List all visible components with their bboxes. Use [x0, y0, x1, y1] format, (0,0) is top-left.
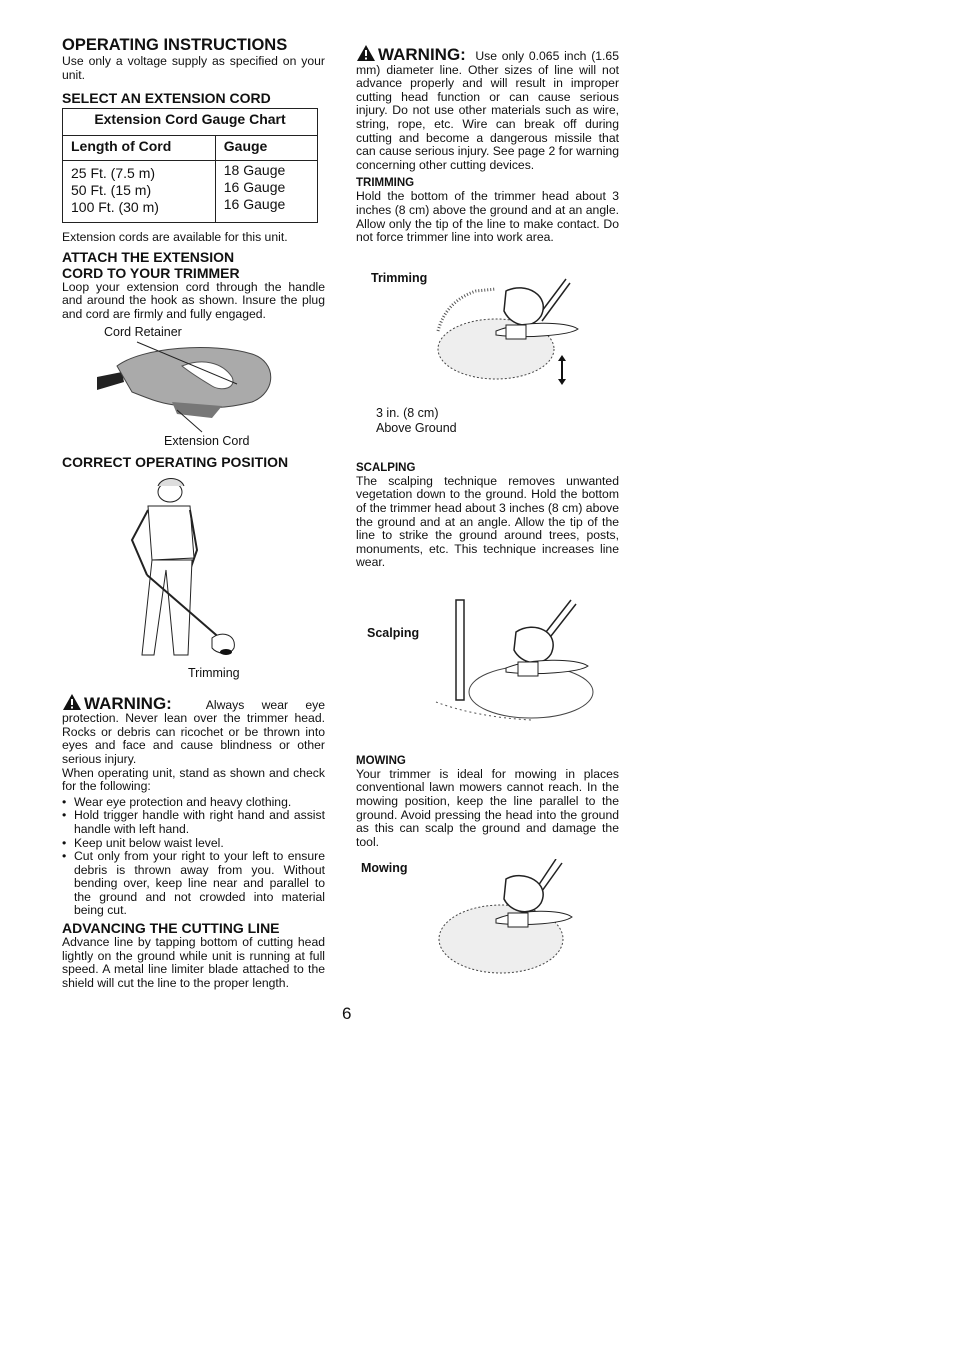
cord-retainer-label: Cord Retainer — [104, 324, 182, 339]
gauge-value: 18 Gauge — [223, 162, 286, 179]
trimming-text: Hold the bottom of the trimmer head about 3 inches (8 cm) above the ground and at an angle. Allow only the tip of the line to make contact. Do not force trimmer line into work area. — [356, 189, 619, 245]
mowing-illustration — [356, 859, 619, 1009]
mowing-figure-label: Mowing — [361, 861, 408, 876]
handle-illustration — [62, 322, 325, 452]
position-heading: CORRECT OPERATING POSITION — [62, 453, 289, 470]
right-column — [356, 44, 619, 1009]
line-warning — [356, 44, 619, 172]
gauges-cell — [215, 161, 317, 223]
ext-available-text: Extension cords are available for this unit. — [62, 230, 288, 245]
page-heading: OPERATING INSTRUCTIONS — [62, 36, 288, 54]
scalping-figure-label: Scalping — [367, 625, 420, 640]
scalping-text: The scalping technique removes unwanted vegetation down to the ground. Hold the bottom of the trimmer head about 3 inches (8 cm) above the ground and at an angle. Allow the tip of the line to strike the ground around trees, posts, monuments, etc. This technique increases line wear. — [356, 473, 619, 570]
page-number: 6 — [342, 1004, 352, 1023]
attach-heading-2: CORD TO YOUR TRIMMER — [62, 264, 240, 281]
extension-cord-label: Extension Cord — [164, 433, 250, 448]
gauge-value: 16 Gauge — [223, 196, 286, 213]
lengths-cell — [63, 161, 216, 223]
list-item: • Cut only from your right to your left to ensure debris is thrown away from you. Without bending over, keep line near and parallel to the ground and not crowded into material being cut. — [74, 850, 325, 918]
warning-triangle-icon — [62, 693, 82, 711]
attach-text: Loop your extension cord through the handle and around the hook as shown. Insure the plug and cord are firmly and fully engaged. — [62, 279, 325, 321]
col-gauge-header: Gauge — [215, 136, 317, 161]
warning-text: Use only 0.065 inch (1.65 mm) diameter line. Other sizes of line will not advance properly and will result in improper cutting head function or can cause serious injury. Do not use other materials such as wire, string, rope, etc. Wire can break off during cutting and become a dangerous missile that can cause serious injury. See page 2 for warning concerning other cutting devices. — [356, 49, 619, 172]
mowing-heading: MOWING — [356, 754, 406, 767]
col-length-header: Length of Cord — [63, 136, 216, 161]
gauge-chart-title: Extension Cord Gauge Chart — [63, 109, 318, 136]
safety-checklist — [62, 796, 325, 918]
left-column — [62, 36, 325, 990]
height-label-2: Above Ground — [376, 420, 457, 435]
list-item: • Wear eye protection and heavy clothing. — [74, 796, 325, 810]
warning-title: WARNING: — [378, 45, 466, 64]
trimming-figure — [356, 261, 619, 461]
intro-text: Use only a voltage supply as specified on your unit. — [62, 54, 325, 82]
trimming-figure-label: Trimming — [371, 270, 428, 285]
scalping-figure — [356, 592, 619, 752]
advancing-text: Advance line by tapping bottom of cutting head lightly on the ground while unit is running at full speed. A metal line limiter blade attached to the shield will cut the line to the proper length. — [62, 935, 325, 990]
mowing-text: Your trimmer is ideal for mowing in places conventional lawn mowers cannot reach. In the mowing position, keep the line parallel to the ground. Avoid pressing the head into the ground as this can scalp the ground and damage the tool. — [356, 766, 619, 849]
gauge-chart-table — [62, 108, 318, 223]
cord-retainer-figure — [62, 322, 325, 452]
warning-triangle-icon — [356, 44, 376, 62]
check-text: When operating unit, stand as shown and check for the following: — [62, 765, 325, 794]
trimming-heading: TRIMMING — [356, 177, 415, 190]
height-label-1: 3 in. (8 cm) — [376, 405, 439, 420]
operator-illustration — [62, 470, 325, 685]
warning-title: WARNING: — [84, 693, 172, 713]
scalping-illustration — [356, 592, 619, 752]
list-item: • Hold trigger handle with right hand and assist handle with left hand. — [74, 809, 325, 836]
advancing-heading: ADVANCING THE CUTTING LINE — [62, 920, 280, 937]
eye-warning — [62, 693, 325, 767]
trimming-figure-label: Trimming — [188, 665, 240, 680]
operating-position-figure — [62, 470, 325, 685]
warning-text: Always wear eye protection. Never lean over the trimmer head. Rocks or debris can ricochet or be thrown into eyes and face and cause blindness or other serious injury. — [62, 697, 325, 766]
attach-heading-1: ATTACH THE EXTENSION — [62, 248, 235, 265]
length-value: 25 Ft. (7.5 m) — [71, 165, 156, 182]
gauge-value: 16 Gauge — [223, 179, 286, 196]
length-value: 100 Ft. (30 m) — [71, 199, 159, 216]
length-value: 50 Ft. (15 m) — [71, 182, 152, 199]
mowing-figure — [356, 859, 619, 1009]
scalping-heading: SCALPING — [356, 461, 416, 474]
list-item: • Keep unit below waist level. — [74, 837, 325, 851]
ext-cord-heading: SELECT AN EXTENSION CORD — [62, 90, 271, 107]
